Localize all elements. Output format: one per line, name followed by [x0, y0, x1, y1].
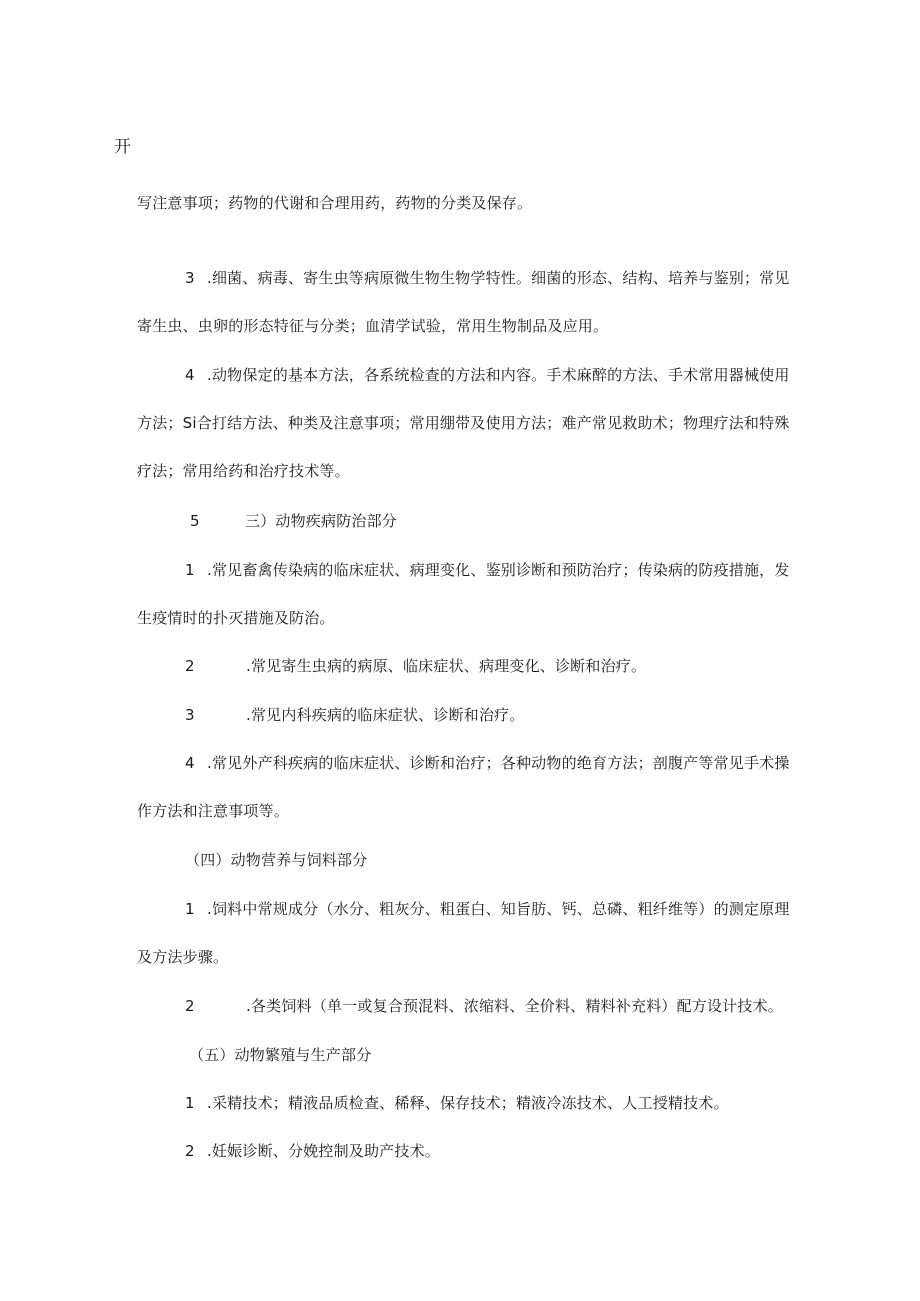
section-heading: 三）动物疾病防治部分: [245, 512, 398, 530]
item-text: .饲料中常规成分（水分、粗灰分、粗蛋白、知旨肪、钙、总磷、粗纤维等）的测定原理: [207, 900, 790, 918]
item-text: .常见内科疾病的临床症状、诊断和治疗。: [246, 706, 525, 724]
item-text-cont: 方法；Si合打结方法、种类及注意事项；常用绷带及使用方法；难产常见救助术；物理疗法和特殊: [137, 414, 790, 432]
item-text: .常见外产科疾病的临床症状、诊断和治疗；各种动物的绝育方法；剖腹产等常见手术操: [207, 754, 790, 772]
page-fragment-char: 开: [114, 137, 132, 157]
item-text-cont: 生疫情时的扑灭措施及防治。: [137, 609, 335, 627]
item-number: 1: [185, 561, 195, 579]
item-text: .常见寄生虫病的病原、临床症状、病理变化、诊断和治疗。: [246, 657, 647, 675]
item-number: 3: [185, 706, 195, 724]
item-number: 2: [185, 657, 195, 675]
item-text: .常见畜禽传染病的临床症状、病理变化、鉴别诊断和预防治疗；传染病的防疫措施，发: [207, 561, 790, 579]
item-number: 4: [185, 754, 195, 772]
item-text: .各类饲料（单一或复合预混料、浓缩料、全价料、精料补充料）配方设计技术。: [246, 997, 783, 1015]
item-number: 3: [185, 269, 195, 287]
item-number: 1: [185, 1094, 195, 1112]
item-number: 2: [185, 1142, 195, 1160]
item-text: .动物保定的基本方法，各系统检查的方法和内容。手术麻醉的方法、手术常用器械使用: [207, 366, 790, 384]
section-number: 5: [190, 512, 200, 530]
item-number: 1: [185, 900, 195, 918]
item-text-cont: 疗法；常用给药和治疗技术等。: [137, 462, 350, 480]
continuation-text: 写注意事项；药物的代谢和合理用药，药物的分类及保存。: [137, 194, 533, 212]
item-text-cont: 及方法步骤。: [137, 948, 229, 966]
item-text-cont: 寄生虫、虫卵的形态特征与分类；血清学试验，常用生物制品及应用。: [137, 317, 609, 335]
section-heading: （五）动物繁殖与生产部分: [189, 1046, 372, 1064]
item-text: .妊娠诊断、分娩控制及助产技术。: [207, 1142, 440, 1160]
item-text-cont: 作方法和注意事项等。: [137, 802, 290, 820]
section-heading: （四）动物营养与饲料部分: [185, 851, 368, 869]
item-text: .细菌、病毒、寄生虫等病原微生物生物学特性。细菌的形态、结构、培养与鉴别；常见: [207, 269, 790, 287]
item-number: 2: [185, 997, 195, 1015]
item-text: .采精技术；精液品质检查、稀释、保存技术；精液冷冻技术、人工授精技术。: [207, 1094, 729, 1112]
item-number: 4: [185, 366, 195, 384]
